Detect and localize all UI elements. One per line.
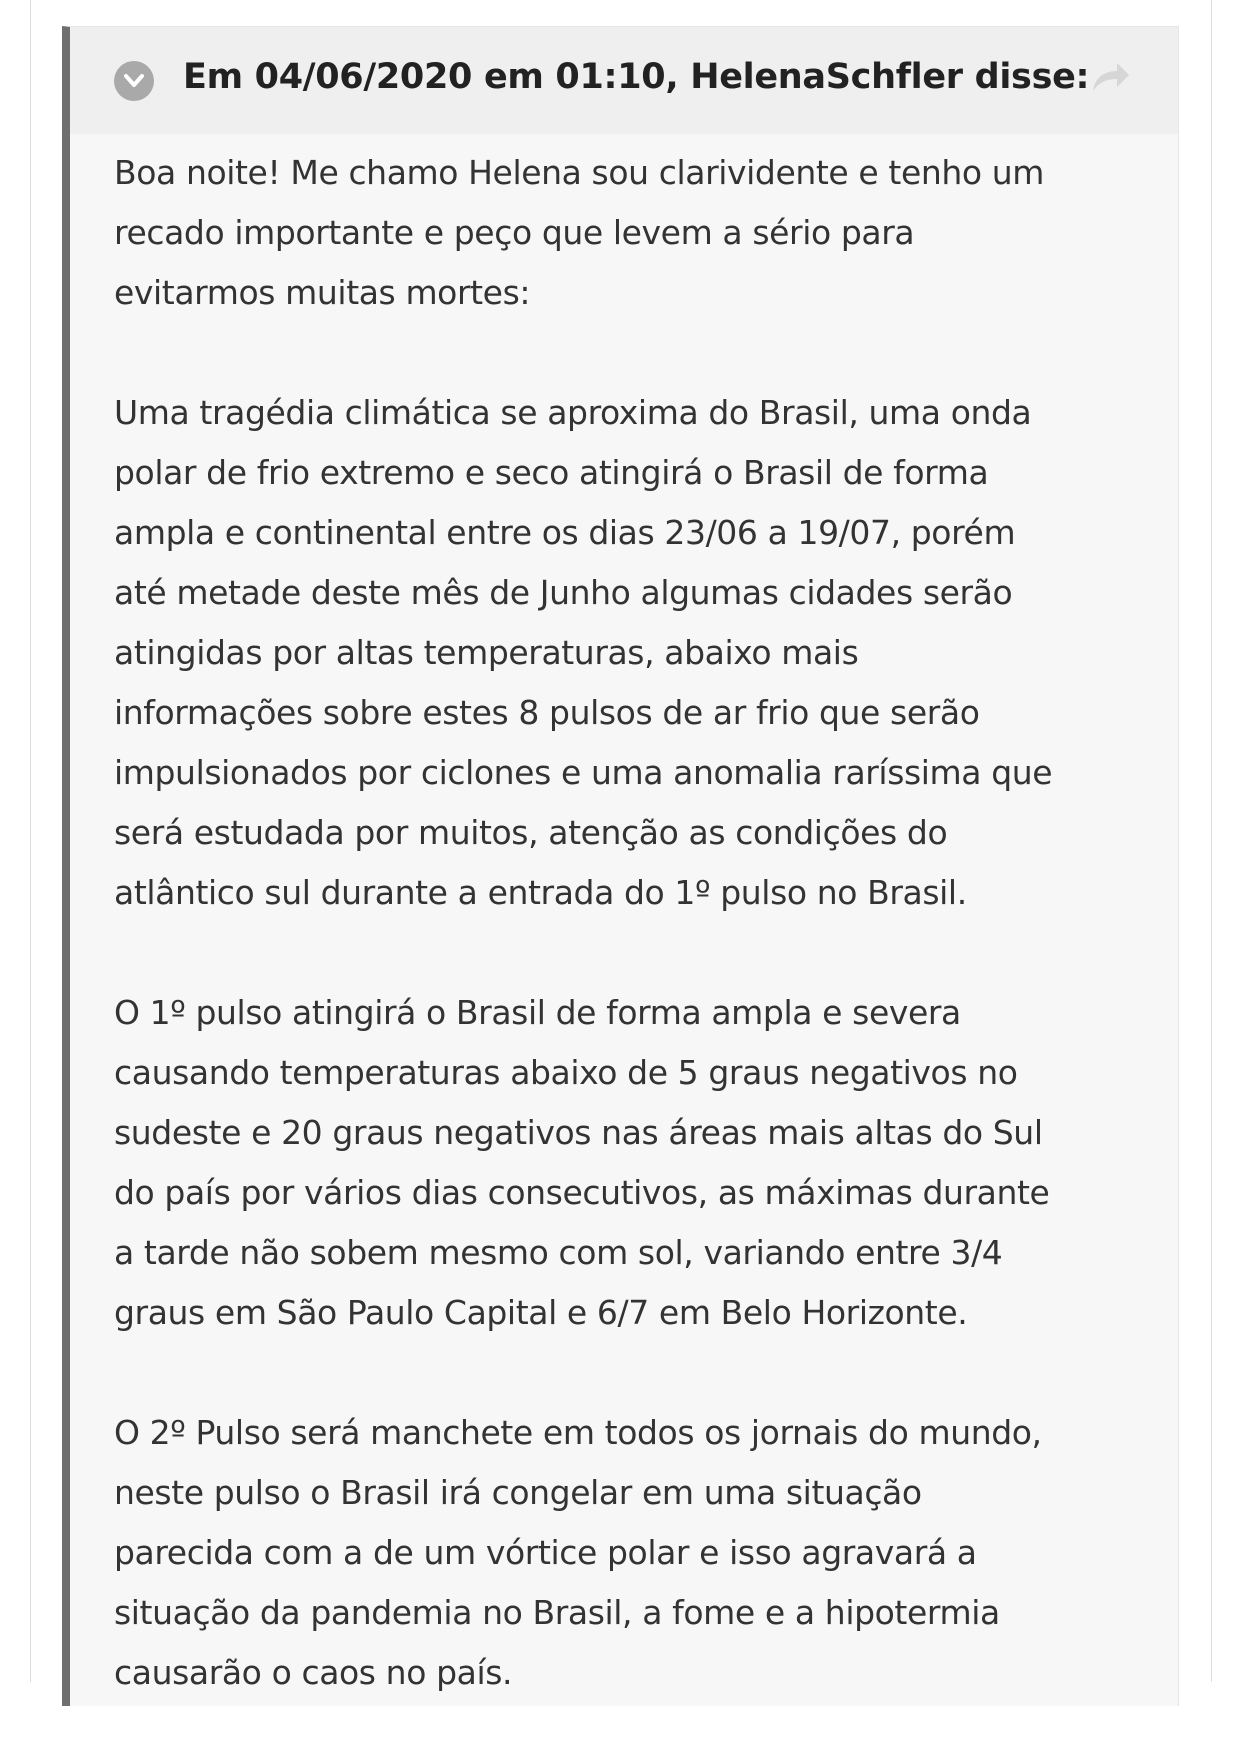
- quote-paragraph: O 2º Pulso será manchete em todos os jornais do mundo, neste pulso o Brasil irá congelar em uma situação parecida com a de um vórtice polar e isso agravará a situação da pandemia no Brasil, a fome e a hipotermia causarão o caos no país.: [114, 1413, 1042, 1692]
- quote-attribution: Em 04/06/2020 em 01:10, HelenaSchfler disse:: [183, 57, 1090, 97]
- chevron-down-circle-icon[interactable]: [114, 61, 154, 101]
- quote-paragraph: O 1º pulso atingirá o Brasil de forma ampla e severa causando temperaturas abaixo de 5 graus negativos no sudeste e 20 graus negativos nas áreas mais altas do Sul do país por vários dias consecutivos, as máximas durante a tarde não sobem mesmo com sol, variando entre 3/4 graus em São Paulo Capital e 6/7 em Belo Horizonte.: [114, 993, 1050, 1332]
- quote-body: [114, 143, 1134, 1763]
- quote-block: [62, 26, 1179, 1706]
- quote-paragraph: Boa noite! Me chamo Helena sou clarividente e tenho um recado importante e peço que levem a sério para evitarmos muitas mortes:: [114, 153, 1045, 312]
- share-arrow-icon[interactable]: [1089, 57, 1133, 97]
- quote-paragraph: Uma tragédia climática se aproxima do Brasil, uma onda polar de frio extremo e seco atingirá o Brasil de forma ampla e continental entre os dias 23/06 a 19/07, porém até metade deste mês de Junho algumas cidades serão atingidas por altas temperaturas, abaixo mais informações sobre estes 8 pulsos de ar frio que serão impulsionados por ciclones e uma anomalia raríssima que será estudada por muitos, atenção as condições do atlântico sul durante a entrada do 1º pulso no Brasil.: [114, 393, 1053, 912]
- quote-header: [70, 27, 1178, 134]
